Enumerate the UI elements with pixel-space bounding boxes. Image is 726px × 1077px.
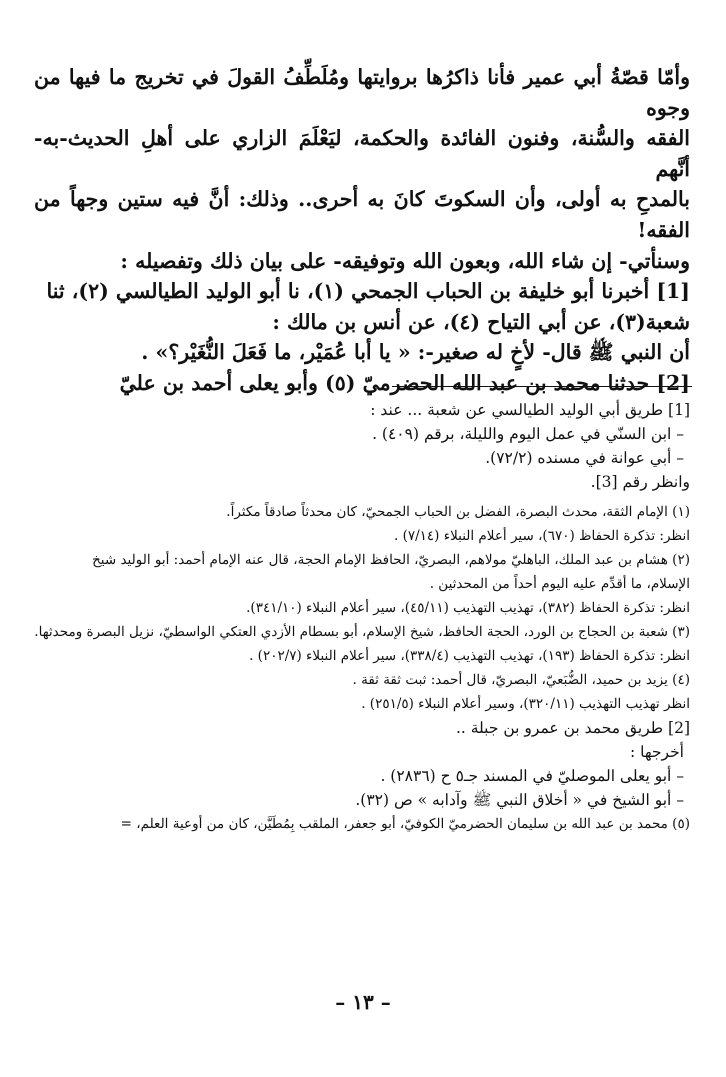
main-line: أن النبي ﷺ قال- لأخٍ له صغير-: « يا أبا عُمَيْر، ما فَعَلَ النُّغَيْر؟» . <box>141 340 690 365</box>
main-line: وسنأتي- إن شاء الله، وبعون الله وتوفيقه- على بيان ذلك وتفصيله : <box>120 248 690 273</box>
footnote-line: الإسلام، ما أقدِّم عليه اليوم أحداً من المحدثين . <box>429 576 690 592</box>
footnote-line: – أبو الشيخ في « أخلاق النبي ﷺ وآدابه » ص (٣٢). <box>355 791 684 809</box>
footnote-divider <box>392 386 692 387</box>
footnote-line: انظر: تذكرة الحفاظ (٦٧٠)، سير أعلام النبلاء (٧/١٤) . <box>394 528 690 544</box>
footnotes <box>34 398 690 836</box>
footnote-line: انظر: تذكرة الحفاظ (١٩٣)، تهذيب التهذيب (٣٣٨/٤)، سير أعلام النبلاء (٢٠٢/٧) . <box>249 648 690 664</box>
footnote-line: (٤) يزيد بن حميد، الضُّبَعيّ، البصريّ، قال أحمد: ثبت ثقة ثقة . <box>352 672 690 688</box>
footnote-line: وانظر رقم [3]. <box>590 473 690 491</box>
page-number: – ١٣ – <box>335 990 391 1014</box>
footnote-line: – ابن السنّي في عمل اليوم والليلة، برقم (٤٠٩) . <box>372 425 684 443</box>
footnote-line: – أبو يعلى الموصليّ في المسند جـ٥ ح (٢٨٣٦) . <box>380 767 684 785</box>
footnote-line: (١) الإمام الثقة، محدث البصرة، الفضل بن الحباب الجمحيّ، كان محدثاً صادقاً مكثراً. <box>226 504 690 520</box>
footnote-line: (٢) هشام بن عبد الملك، الباهليّ مولاهم، البصريّ، الحافظ الإمام الحجة، قال عنه الإمام أحمد: أبو الوليد شيخ <box>92 552 690 568</box>
footnote-line: [2] طريق محمد بن عمرو بن جبلة .. <box>455 719 690 737</box>
footnote-line: (٣) شعبة بن الحجاج بن الورد، الحجة الحافظ، شيخ الإسلام، أبو بسطام الأزدي العتكي الواسطيّ، نزيل البصرة ومحدثها. <box>34 624 690 640</box>
main-line: بالمدحِ به أولى، وأن السكوتَ كانَ به أحرى.. وذلك: أنَّ فيه ستين وجهاً من الفقه! <box>34 187 690 242</box>
main-text <box>34 62 690 399</box>
footnote-line: انظر: تذكرة الحفاظ (٣٨٢)، تهذيب التهذيب (٤٥/١١)، سير أعلام النبلاء (٣٤١/١٠). <box>246 600 690 616</box>
main-line: [2] حدثنا محمد بن عبد الله الحضرميّ (٥) وأبو يعلى أحمد بن عليّ <box>119 370 690 395</box>
footnote-line: [1] طريق أبي الوليد الطيالسي عن شعبة ... عند : <box>370 401 690 419</box>
main-line: الفقه والسُّنة، وفنون الفائدة والحكمة، ليَعْلَمَ الزاري على أهلِ الحديث-به- أنَّهم <box>34 126 690 181</box>
main-line: وأمّا قصّةُ أبي عمير فأنا ذاكرُها بروايتها ومُلَطِّفُ القولَ في تخريج ما فيها من وجوه <box>34 65 690 120</box>
main-line: [1] أخبرنا أبو خليفة بن الحباب الجمحي (١)، نا أبو الوليد الطيالسي (٢)، ثنا <box>46 279 690 304</box>
footnote-line: – أبي عوانة في مسنده (٧٢/٢). <box>485 449 684 467</box>
main-line: شعبة(٣)، عن أبي التياح (٤)، عن أنس بن مالك : <box>272 309 690 334</box>
footnote-line: أخرجها : <box>629 743 684 761</box>
footnote-line: انظر تهذيب التهذيب (٣٢٠/١١)، وسير أعلام النبلاء (٢٥١/٥) . <box>361 696 690 712</box>
footnote-line: (٥) محمد بن عبد الله بن سليمان الحضرميّ الكوفيّ، أبو جعفر، الملقب بِمُطَيَّن، كان من أوعية العلم، = <box>120 816 690 832</box>
